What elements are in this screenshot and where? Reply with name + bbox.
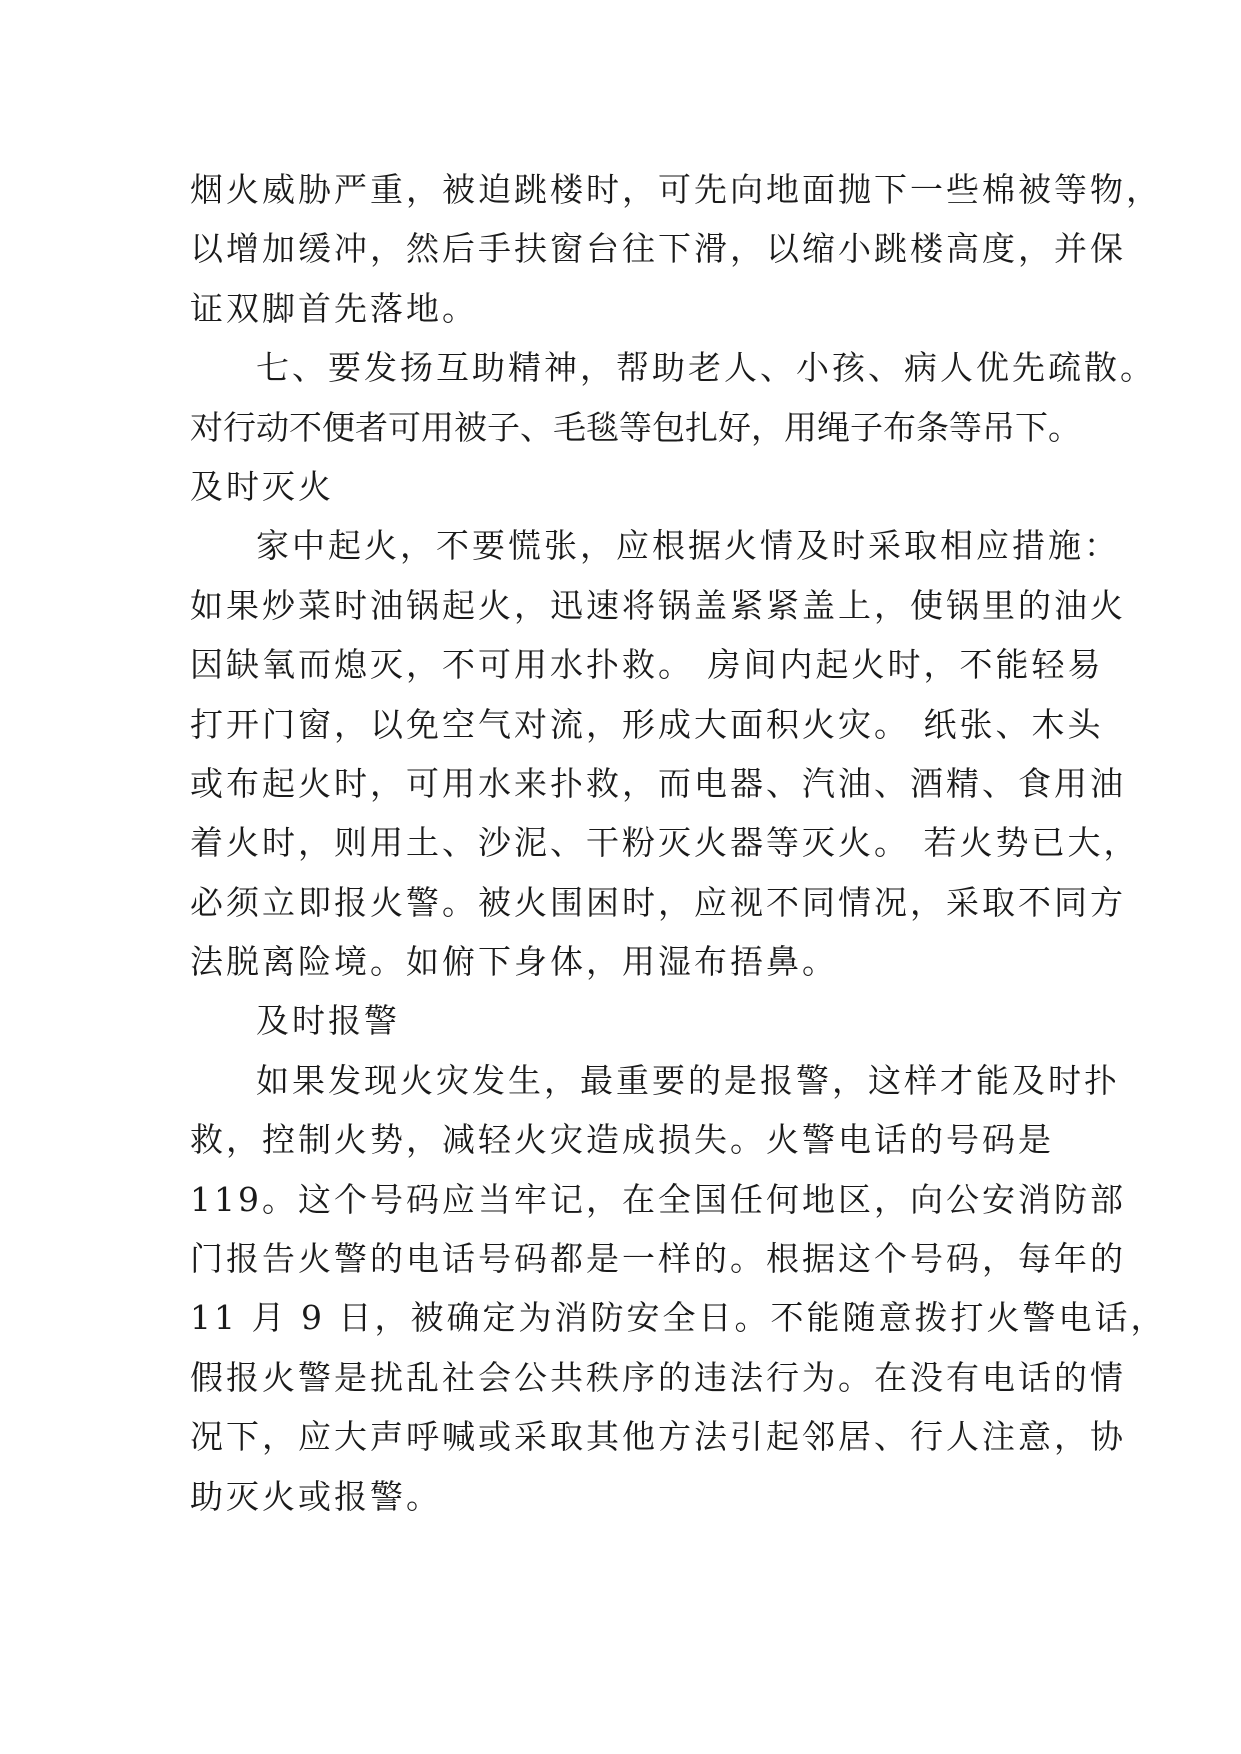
section-heading: 及时灭火 (190, 466, 334, 506)
text-line: 助灭火或报警。 (190, 1476, 442, 1516)
text-line: 救，控制火势，减轻火灾造成损失。火警电话的号码是 (190, 1120, 1054, 1160)
text-line: 门报告火警的电话号码都是一样的。根据这个号码，每年的 (190, 1239, 1126, 1279)
text-line: 如果炒菜时油锅起火，迅速将锅盖紧紧盖上，使锅里的油火 (190, 585, 1126, 625)
text-line: 或布起火时，可用水来扑救，而电器、汽油、酒精、食用油 (190, 763, 1126, 803)
text-line: 着火时，则用土、沙泥、干粉灭火器等灭火。 若火势已大， (190, 823, 1140, 863)
text-line: 以增加缓冲，然后手扶窗台往下滑，以缩小跳楼高度，并保 (190, 229, 1126, 269)
text-line: 假报火警是扰乱社会公共秩序的违法行为。在没有电话的情 (190, 1357, 1126, 1397)
text-line: 况下，应大声呼喊或采取其他方法引起邻居、行人注意，协 (190, 1417, 1126, 1457)
document-body (190, 160, 1167, 1526)
text-line: 家中起火，不要慌张，应根据火情及时采取相应措施： (256, 526, 1120, 566)
text-line: 七、要发扬互助精神，帮助老人、小孩、病人优先疏散。 (256, 348, 1156, 388)
text-line: 证双脚首先落地。 (190, 288, 478, 328)
text-line: 打开门窗，以免空气对流，形成大面积火灾。 纸张、木头 (190, 704, 1104, 744)
section-heading: 及时报警 (256, 1001, 400, 1041)
text-line: 119。这个号码应当牢记，在全国任何地区，向公安消防部 (190, 1179, 1126, 1219)
text-line: 烟火威胁严重，被迫跳楼时，可先向地面抛下一些棉被等物， (190, 170, 1162, 209)
text-line: 对行动不便者可用被子、毛毯等包扎好，用绳子布条等吊下。 (190, 407, 1081, 447)
text-line: 因缺氧而熄灭，不可用水扑救。 房间内起火时，不能轻易 (190, 645, 1104, 685)
text-line: 11 月 9 日，被确定为消防安全日。不能随意拨打火警电话， (190, 1298, 1167, 1338)
text-line: 法脱离险境。如俯下身体，用湿布捂鼻。 (190, 942, 838, 982)
text-line: 如果发现火灾发生，最重要的是报警，这样才能及时扑 (256, 1060, 1120, 1100)
text-line: 必须立即报火警。被火围困时，应视不同情况，采取不同方 (190, 882, 1126, 922)
